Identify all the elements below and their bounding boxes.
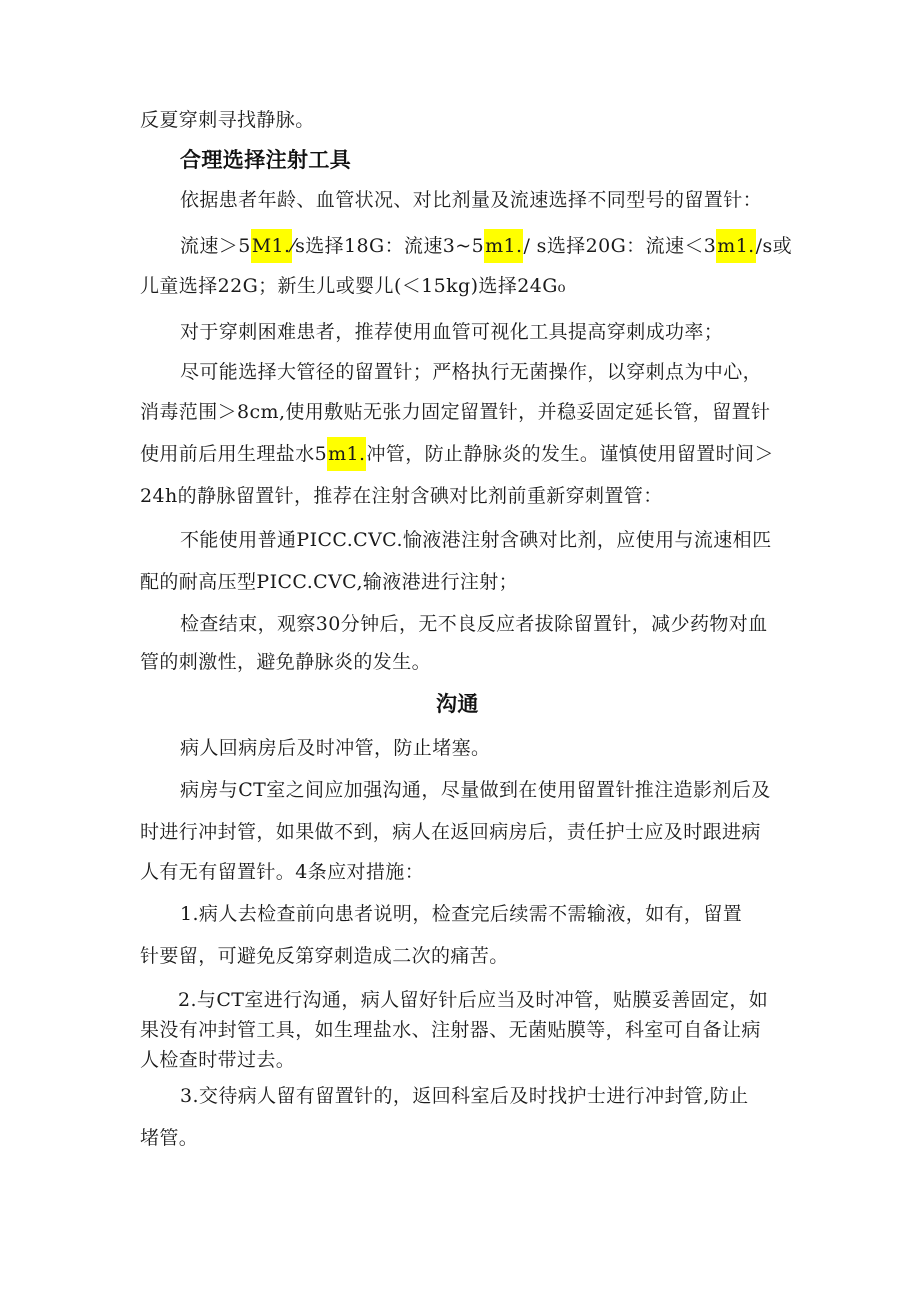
paragraph-line: 反夏穿刺寻找静脉。 (140, 109, 315, 131)
paragraph-line: 配的耐高压型PICC.CVC,输液港进行注射； (140, 571, 519, 593)
paragraph-line: 消毒范围＞8cm,使用敷贴无张力固定留置针，并稳妥固定延长管，留置针 (140, 401, 771, 423)
text-segment: /s或 (755, 235, 792, 257)
paragraph-line: 不能使用普通PICC.CVC.愉液港注射含碘对比剂，应使用与流速相匹 (180, 529, 772, 551)
paragraph-line: 时进行冲封管，如果做不到，病人在返回病房后，责任护士应及时跟进病 (140, 821, 761, 843)
list-item-line: 2.与CT室进行沟通，病人留好针后应当及时冲管，贴膜妥善固定，如 (178, 989, 769, 1011)
paragraph-line: 人有无有留置针。4条应对措施： (140, 861, 425, 883)
highlighted-unit: M1. (251, 229, 292, 263)
list-item-line: 3.交待病人留有留置针的，返回科室后及时找护士进行冲封管,防止 (180, 1085, 749, 1107)
paragraph-line: 病人回病房后及时冲管，防止堵塞。 (180, 737, 491, 759)
paragraph-line: 管的刺激性，避免静脉炎的发生。 (140, 651, 432, 673)
paragraph-line: 24h的静脉留置针，推荐在注射含碘对比剂前重新穿刺置管： (140, 485, 663, 507)
text-segment: 冲管，防止静脉炎的发生。谨慎使用留置时间＞ (366, 443, 774, 465)
paragraph-line: 检查结束，观察30分钟后，无不良反应者拔除留置针，减少药物对血 (180, 613, 768, 635)
section-heading: 沟通 (436, 692, 479, 716)
highlighted-unit: m1. (327, 437, 366, 471)
list-item-line: 果没有冲封管工具，如生理盐水、注射器、无菌贴膜等，科室可自备让病 (140, 1019, 761, 1041)
text-segment: / s选择20G：流速＜3 (523, 235, 717, 257)
section-heading: 合理选择注射工具 (180, 148, 352, 172)
paragraph-line: 病房与CT室之间应加强沟通，尽量做到在使用留置针推注造影剂后及 (180, 779, 771, 801)
highlighted-unit: m1. (716, 229, 755, 263)
highlighted-unit: m1. (484, 229, 523, 263)
text-segment: 流速＞5 (180, 235, 251, 257)
paragraph-line: 尽可能选择大管径的留置针；严格执行无菌操作，以穿刺点为中心， (180, 361, 763, 383)
list-item-line: 人检查时带过去。 (140, 1049, 296, 1071)
flow-rate-line (180, 234, 792, 258)
saline-line (140, 442, 774, 466)
list-item-line: 1.病人去检查前向患者说明，检查完后续需不需输液，如有，留置 (180, 903, 743, 925)
paragraph-line: 依据患者年龄、血管状况、对比剂量及流速选择不同型号的留置针： (180, 189, 763, 211)
list-item-line: 堵管。 (140, 1127, 199, 1149)
paragraph-line: 儿童选择22G；新生儿或婴儿(＜15kg)选择24G₀ (140, 275, 566, 297)
list-item-line: 针要留，可避免反第穿刺造成二次的痛苦。 (140, 945, 509, 967)
text-segment: 使用前后用生理盐水5 (140, 443, 328, 465)
text-segment: ⁄s选择18G：流速3~5 (291, 235, 485, 257)
paragraph-line: 对于穿刺困难患者，推荐使用血管可视化工具提高穿刺成功率； (180, 321, 724, 343)
